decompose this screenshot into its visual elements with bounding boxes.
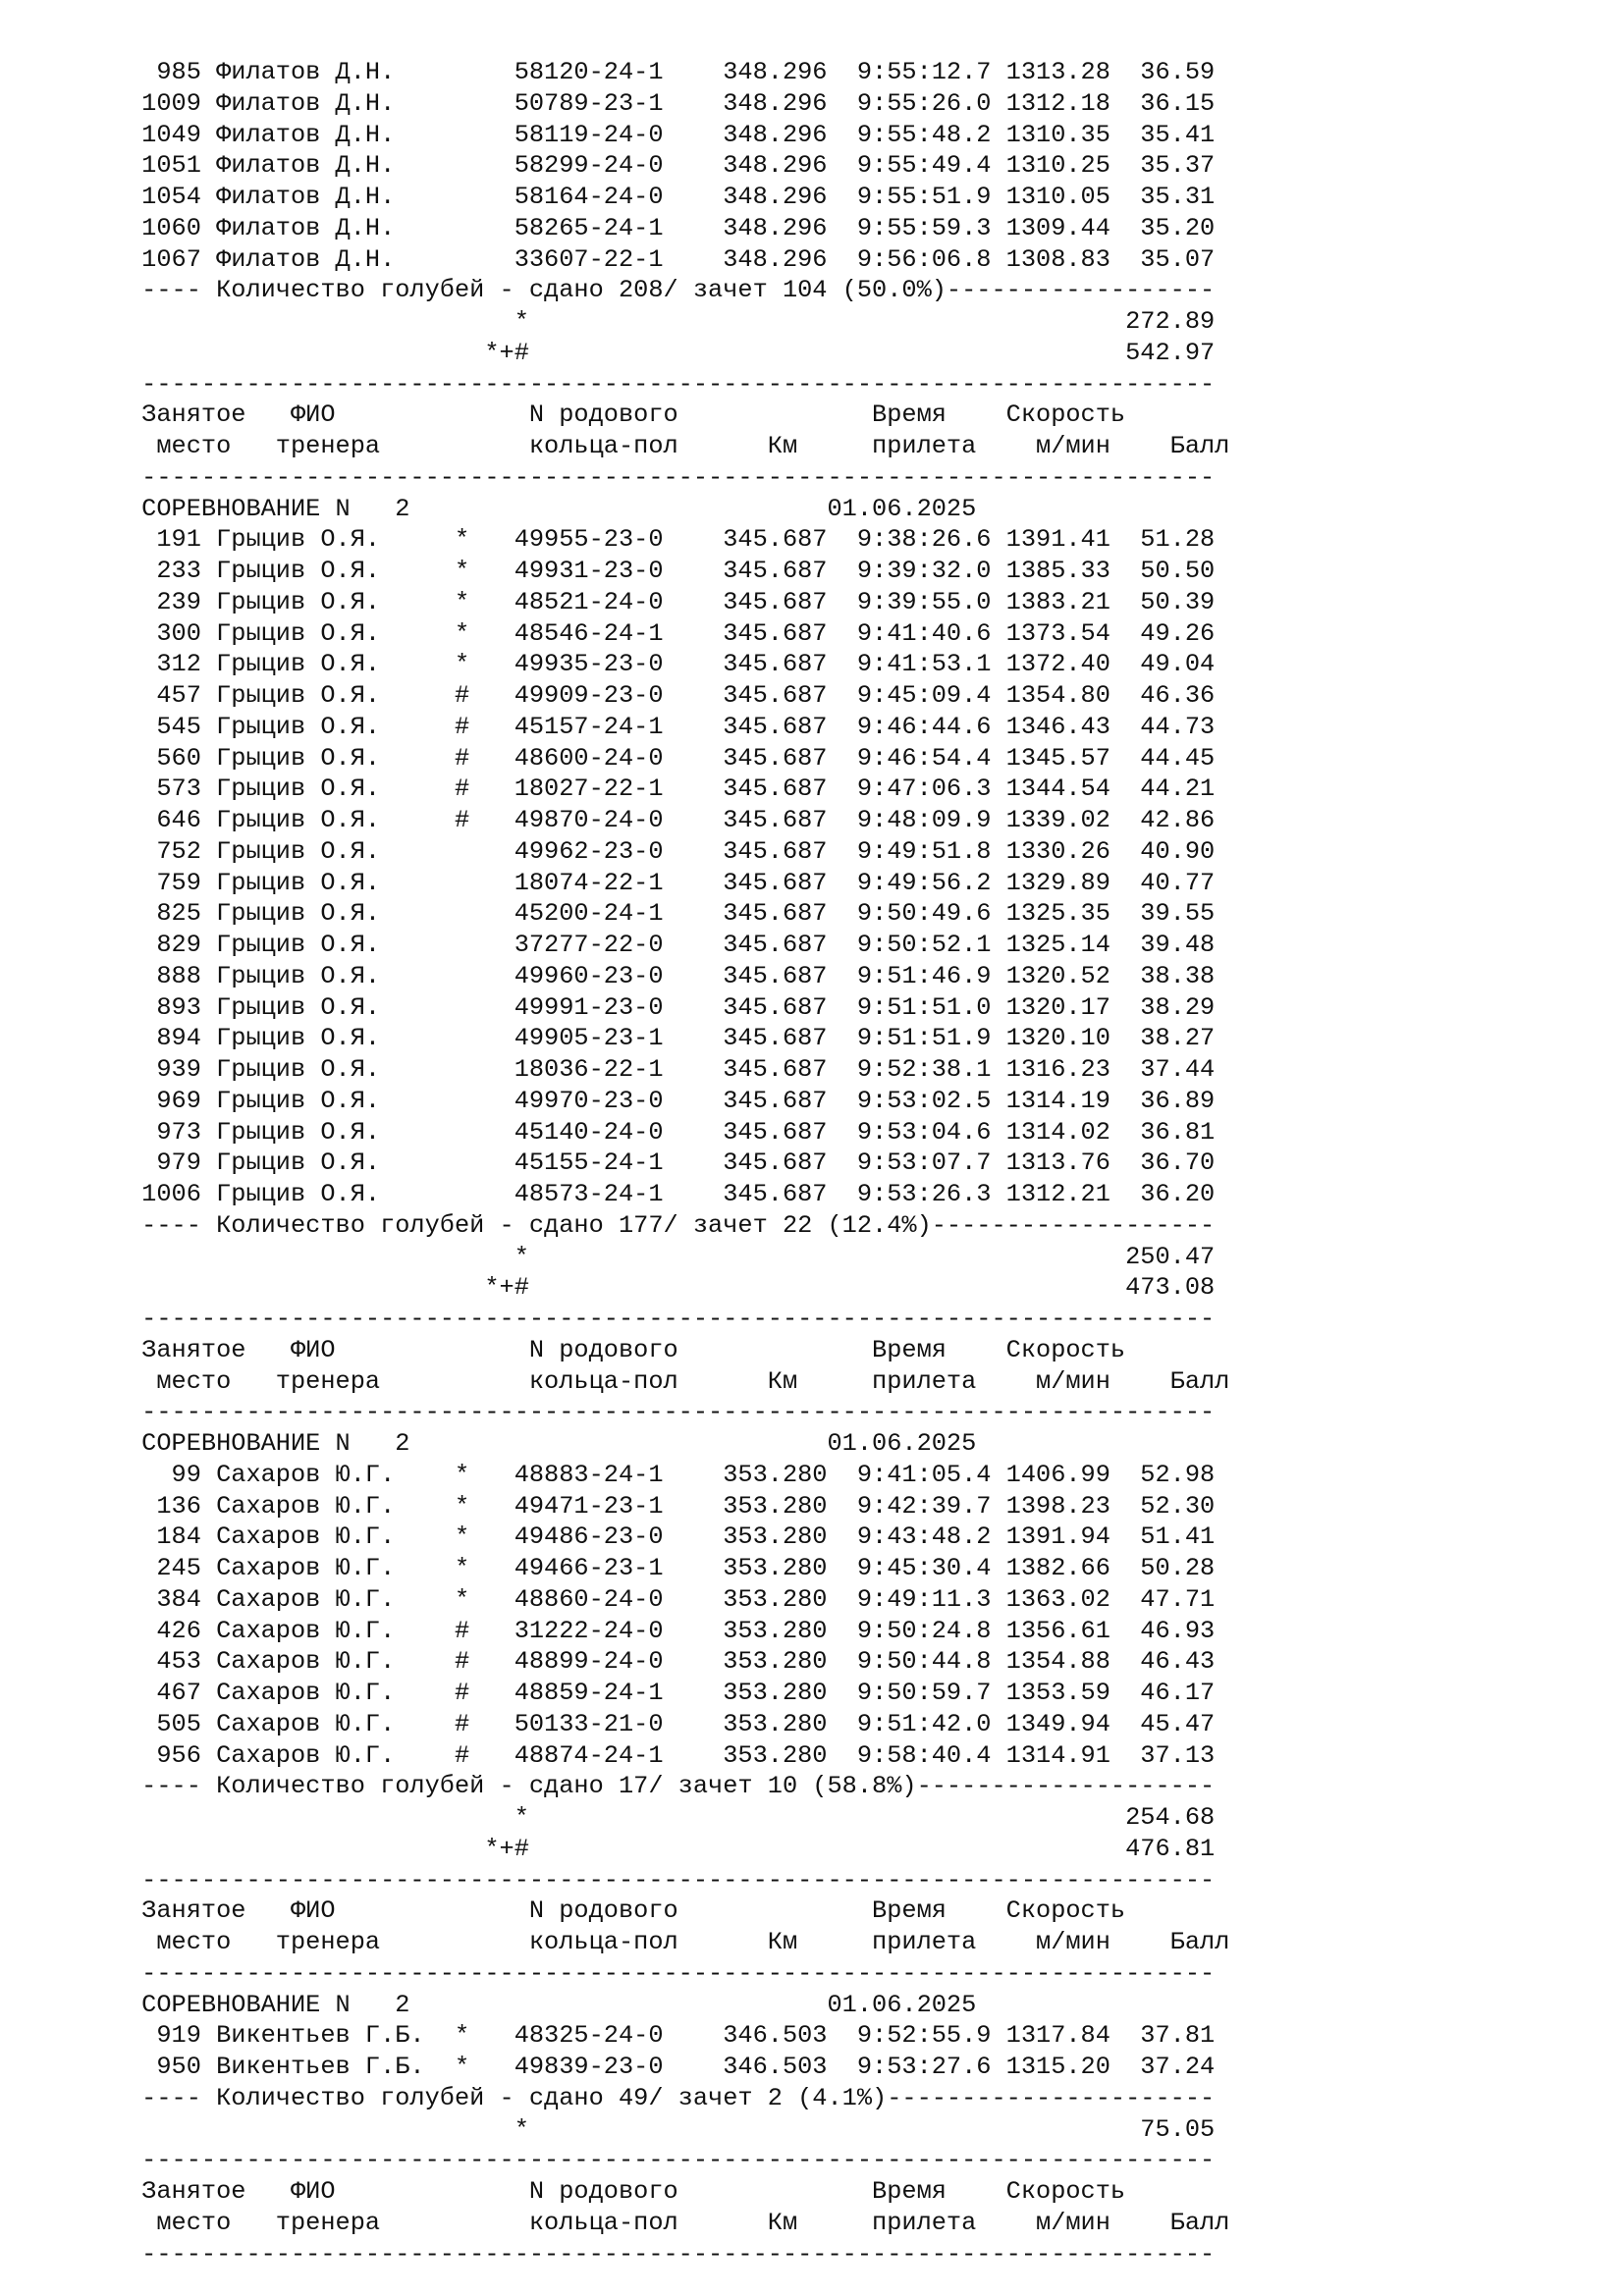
result-row: 233 Грыцив О.Я. * 49931-23-0 345.687 9:39:32.0 1385.33 50.50 — [127, 557, 1216, 585]
result-row: 239 Грыцив О.Я. * 48521-24-0 345.687 9:39:55.0 1383.21 50.39 — [127, 587, 1216, 616]
column-subheader-line: место тренера кольца-пол Км прилета м/мин Балл — [127, 1366, 1230, 1396]
result-row: 245 Сахаров Ю.Г. * 49466-23-1 353.280 9:45:30.4 1382.66 50.28 — [127, 1554, 1216, 1582]
competition-heading: СОРЕВНОВАНИЕ N 2 01.06.2025 — [127, 494, 977, 523]
result-row: 985 Филатов Д.Н. 58120-24-1 348.296 9:55:12.7 1313.28 36.59 — [127, 58, 1216, 86]
result-row: 312 Грыцив О.Я. * 49935-23-0 345.687 9:41:53.1 1372.40 49.04 — [127, 650, 1216, 679]
result-row: 939 Грыцив О.Я. 18036-22-1 345.687 9:52:38.1 1316.23 37.44 — [127, 1055, 1216, 1084]
score-total-line: *+# 476.81 — [127, 1834, 1216, 1863]
result-row: 545 Грыцив О.Я. # 45157-24-1 345.687 9:46:44.6 1346.43 44.73 — [127, 712, 1216, 741]
result-row: 426 Сахаров Ю.Г. # 31222-24-0 353.280 9:50:24.8 1356.61 46.93 — [127, 1616, 1216, 1645]
column-header-line: Занятое ФИО N родового Время Скорость — [127, 2177, 1126, 2206]
result-row: 573 Грыцив О.Я. # 18027-22-1 345.687 9:47:06.3 1344.54 44.21 — [127, 774, 1216, 804]
result-row: 956 Сахаров Ю.Г. # 48874-24-1 353.280 9:58:40.4 1314.91 37.13 — [127, 1740, 1216, 1770]
group-summary-line: ---- Количество голубей - сдано 208/ зачет 104 (50.0%)------------------ — [127, 276, 1216, 305]
result-row: 973 Грыцив О.Я. 45140-24-0 345.687 9:53:04.6 1314.02 36.81 — [127, 1117, 1216, 1147]
separator-line: ------------------------------------------------------------------------ — [127, 462, 1216, 492]
result-row: 1006 Грыцив О.Я. 48573-24-1 345.687 9:53:26.3 1312.21 36.20 — [127, 1180, 1216, 1208]
result-row: 1049 Филатов Д.Н. 58119-24-0 348.296 9:55:48.2 1310.35 35.41 — [127, 120, 1216, 149]
separator-line: ------------------------------------------------------------------------ — [127, 1305, 1216, 1333]
result-row: 457 Грыцив О.Я. # 49909-23-0 345.687 9:45:09.4 1354.80 46.36 — [127, 681, 1216, 710]
result-row: 505 Сахаров Ю.Г. # 50133-21-0 353.280 9:51:42.0 1349.94 45.47 — [127, 1709, 1216, 1738]
result-row: 467 Сахаров Ю.Г. # 48859-24-1 353.280 9:50:59.7 1353.59 46.17 — [127, 1679, 1216, 1707]
result-row: 1051 Филатов Д.Н. 58299-24-0 348.296 9:55:49.4 1310.25 35.37 — [127, 151, 1216, 181]
score-total-line: * 250.47 — [127, 1242, 1216, 1271]
score-total-line: *+# 542.97 — [127, 338, 1216, 367]
column-subheader-line: место тренера кольца-пол Км прилета м/мин Балл — [127, 1928, 1230, 1956]
result-row: 950 Викентьев Г.Б. * 49839-23-0 346.503 9:53:27.6 1315.20 37.24 — [127, 2053, 1216, 2081]
result-row: 184 Сахаров Ю.Г. * 49486-23-0 353.280 9:43:48.2 1391.94 51.41 — [127, 1522, 1216, 1552]
score-total-line: * 272.89 — [127, 307, 1216, 336]
result-row: 752 Грыцив О.Я. 49962-23-0 345.687 9:49:51.8 1330.26 40.90 — [127, 836, 1216, 866]
group-summary-line: ---- Количество голубей - сдано 177/ зачет 22 (12.4%)------------------- — [127, 1210, 1216, 1240]
column-header-line: Занятое ФИО N родового Время Скорость — [127, 1896, 1126, 1926]
result-row: 893 Грыцив О.Я. 49991-23-0 345.687 9:51:51.0 1320.17 38.29 — [127, 992, 1216, 1022]
result-row: 1067 Филатов Д.Н. 33607-22-1 348.296 9:56:06.8 1308.83 35.07 — [127, 244, 1216, 274]
result-row: 979 Грыцив О.Я. 45155-24-1 345.687 9:53:07.7 1313.76 36.70 — [127, 1148, 1216, 1178]
result-row: 759 Грыцив О.Я. 18074-22-1 345.687 9:49:56.2 1329.89 40.77 — [127, 868, 1216, 897]
result-row: 646 Грыцив О.Я. # 49870-24-0 345.687 9:48:09.9 1339.02 42.86 — [127, 806, 1216, 834]
separator-line: ------------------------------------------------------------------------ — [127, 369, 1216, 399]
race-results-report — [127, 57, 1229, 2269]
result-row: 560 Грыцив О.Я. # 48600-24-0 345.687 9:46:54.4 1345.57 44.45 — [127, 743, 1216, 773]
column-header-line: Занятое ФИО N родового Время Скорость — [127, 400, 1126, 430]
separator-line: ------------------------------------------------------------------------ — [127, 1398, 1216, 1427]
column-subheader-line: место тренера кольца-пол Км прилета м/мин Балл — [127, 432, 1230, 460]
score-total-line: * 75.05 — [127, 2114, 1216, 2144]
result-row: 829 Грыцив О.Я. 37277-22-0 345.687 9:50:52.1 1325.14 39.48 — [127, 931, 1216, 959]
group-summary-line: ---- Количество голубей - сдано 49/ зачет 2 (4.1%)---------------------- — [127, 2083, 1216, 2112]
result-row: 191 Грыцив О.Я. * 49955-23-0 345.687 9:38:26.6 1391.41 51.28 — [127, 525, 1216, 555]
competition-heading: СОРЕВНОВАНИЕ N 2 01.06.2025 — [127, 1429, 977, 1458]
result-row: 300 Грыцив О.Я. * 48546-24-1 345.687 9:41:40.6 1373.54 49.26 — [127, 618, 1216, 648]
group-summary-line: ---- Количество голубей - сдано 17/ зачет 10 (58.8%)-------------------- — [127, 1772, 1216, 1801]
competition-heading: СОРЕВНОВАНИЕ N 2 01.06.2025 — [127, 1990, 977, 2019]
separator-line: ------------------------------------------------------------------------ — [127, 1958, 1216, 1988]
result-row: 825 Грыцив О.Я. 45200-24-1 345.687 9:50:49.6 1325.35 39.55 — [127, 899, 1216, 929]
separator-line: ------------------------------------------------------------------------ — [127, 2239, 1216, 2269]
result-row: 453 Сахаров Ю.Г. # 48899-24-0 353.280 9:50:44.8 1354.88 46.43 — [127, 1647, 1216, 1677]
result-row: 384 Сахаров Ю.Г. * 48860-24-0 353.280 9:49:11.3 1363.02 47.71 — [127, 1584, 1216, 1614]
result-row: 1009 Филатов Д.Н. 50789-23-1 348.296 9:55:26.0 1312.18 36.15 — [127, 88, 1216, 118]
score-total-line: * 254.68 — [127, 1803, 1216, 1832]
separator-line: ------------------------------------------------------------------------ — [127, 2146, 1216, 2175]
result-row: 888 Грыцив О.Я. 49960-23-0 345.687 9:51:46.9 1320.52 38.38 — [127, 961, 1216, 990]
result-row: 894 Грыцив О.Я. 49905-23-1 345.687 9:51:51.9 1320.10 38.27 — [127, 1024, 1216, 1053]
score-total-line: *+# 473.08 — [127, 1273, 1216, 1303]
result-row: 919 Викентьев Г.Б. * 48325-24-0 346.503 9:52:55.9 1317.84 37.81 — [127, 2021, 1216, 2051]
result-row: 1054 Филатов Д.Н. 58164-24-0 348.296 9:55:51.9 1310.05 35.31 — [127, 183, 1216, 211]
column-subheader-line: место тренера кольца-пол Км прилета м/мин Балл — [127, 2208, 1230, 2237]
separator-line: ------------------------------------------------------------------------ — [127, 1865, 1216, 1895]
result-row: 136 Сахаров Ю.Г. * 49471-23-1 353.280 9:42:39.7 1398.23 52.30 — [127, 1491, 1216, 1521]
column-header-line: Занятое ФИО N родового Время Скорость — [127, 1335, 1126, 1364]
result-row: 99 Сахаров Ю.Г. * 48883-24-1 353.280 9:41:05.4 1406.99 52.98 — [127, 1460, 1216, 1489]
result-row: 969 Грыцив О.Я. 49970-23-0 345.687 9:53:02.5 1314.19 36.89 — [127, 1086, 1216, 1115]
result-row: 1060 Филатов Д.Н. 58265-24-1 348.296 9:55:59.3 1309.44 35.20 — [127, 213, 1216, 242]
